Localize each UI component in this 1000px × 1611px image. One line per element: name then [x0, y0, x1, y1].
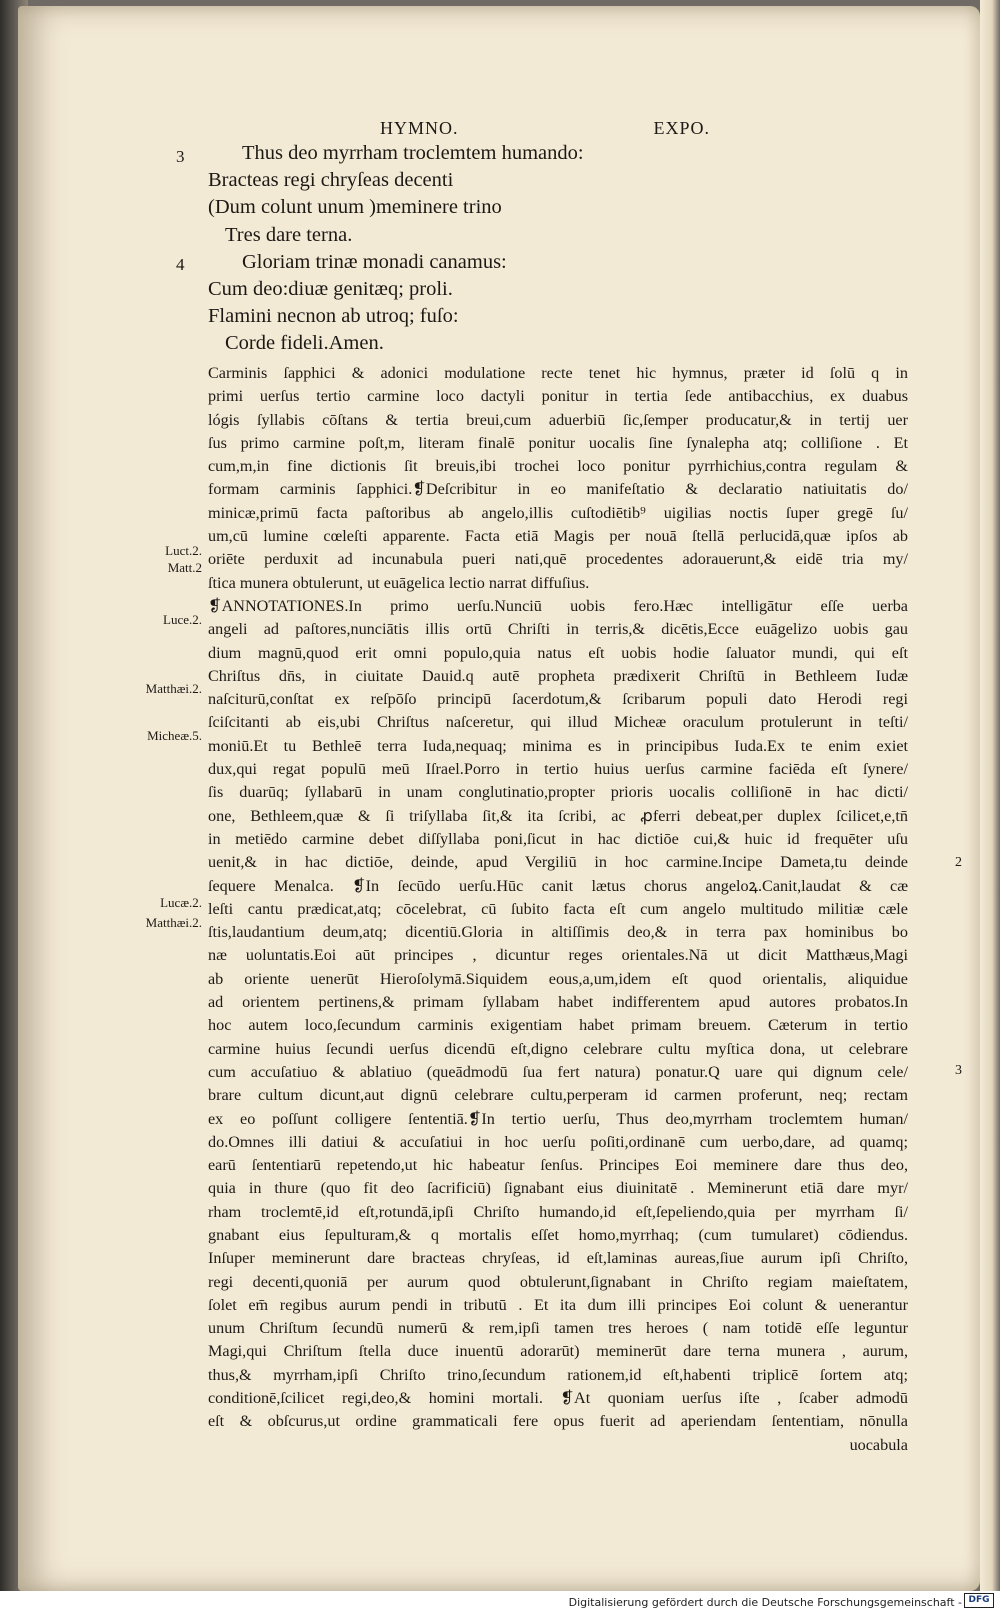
text-line: regi decenti,quoniā per aurum quod obtulerunt,ſignabant in Chriſto regiam maieſtatem,	[208, 1272, 908, 1291]
text-line: ❡ANNOTATIONES.In primo uerſu.Nunciū uobis fero.Hæc intelligātur eſſe uerba	[208, 596, 908, 615]
text-line: Inſuper meminerunt dare bracteas chryſeas, id eſt,laminas aureas,ſiue aurum ipſi Chriſto,	[208, 1249, 908, 1268]
text-line: ſolet em̄ regibus aurum pendi in tributū . Et ita dum illi principes Eoi colunt & uenerantur	[208, 1295, 908, 1314]
text-line: cum accuſatiuo & ablatiuo (queādmodū ſua fert natura) ponatur.Q uare qui dignum cele/	[208, 1062, 908, 1081]
stanza-number: 4	[176, 255, 185, 274]
text-line: Carminis ſapphici & adonici modulatione recte tenet hic hymnus, præter id ſolū q in	[208, 364, 908, 382]
footer-credit: Digitalisierung gefördert durch die Deutsche Forschungsgemeinschaft -	[568, 1596, 962, 1609]
running-head-left: HYMNO.	[380, 118, 459, 138]
margin-mark: 3	[955, 1063, 962, 1078]
text-line: ſtis,laudantium deum,atq; dicentiū.Gloria in altiſſimis deo,& in terra pax hominibus bo	[208, 923, 908, 942]
text-line: ad orientem pertinens,& primam ſyllabam habet indifferentem apud autores probatos.In	[208, 993, 908, 1012]
margin-reference: Matthæi.2.	[145, 681, 202, 696]
text-line: ſis duarūq; ſyllabarū in unam conglutinatio,propter prioris uocalis colliſionē in hac dicti/	[208, 783, 908, 802]
running-head-right: EXPO.	[653, 118, 710, 138]
catchword: uocabula	[849, 1435, 908, 1454]
dfg-logo-icon: DFG	[964, 1593, 994, 1608]
text-line: rham troclemtē,id eſt,rotundā,ipſi Chriſto humando,id eſt,ſepeliendo,quia per myrrham ſi/	[208, 1202, 908, 1221]
text-line: dux,qui regat populū meū Iſrael.Porro in tertio huius uerſus carmine faciēda eſt ſynere/	[208, 760, 908, 779]
margin-reference: Luce.2.	[163, 612, 202, 627]
text-line: moniū.Et tu Bethleē terra Iuda,nequaq; minima es in principibus Iuda.Ex te enim exiet	[208, 736, 908, 755]
text-line: earū ſententiarū repetendo,ut hic habeatur ſenſus. Principes Eoi meminere dare thus deo,	[208, 1156, 908, 1175]
text-line: conditionē,ſcilicet regi,deo,& homini mortali. ❡At quoniam uerſus iſte , ſcaber admodū	[208, 1389, 908, 1408]
text-line: formam carminis ſapphici.❡Deſcribitur in eo manifeſtatio & declaratio natiuitatis do/	[208, 480, 908, 499]
margin-mark: 2	[955, 855, 962, 870]
text-line: Chriſtus dn̄s, in ciuitate Dauid.q autē propheta prædixerit Chriſtū in Bethleem Iudæ	[208, 666, 908, 685]
running-head	[380, 118, 710, 139]
text-line: primi uerſus tertio carmine loco dactyli ponitur in tertia ſede antibacchius, ex duabus	[208, 387, 908, 406]
text-line: thus,& myrrham,ipſi Chriſto trino,ſecundum rationem,id eſt,habenti triplicē ſortem atq;	[208, 1365, 908, 1384]
text-line: ſciſcitanti ab eis,ubi Chriſtus naſceretur, qui illud Micheæ oraculum protulerunt in teſti/	[208, 713, 908, 732]
text-line: unum Chriſtum ſecundū numerū & rem,ipſi tamen tres heroes ( nam totidē eſſe leguntur	[208, 1319, 908, 1338]
verse-line: Thus deo myrrham troclemtem humando:	[242, 142, 584, 164]
text-line: brare cultum dicunt,aut dignū celebrare cultu,perperam id carmen proferunt, neq; rectam	[208, 1086, 908, 1105]
verse-line: Bracteas regi chryſeas decenti	[208, 169, 454, 192]
text-line: dium magnū,quod erit omni populo,quia natus eſt uobis hodie ſaluator mundi, qui eſt	[208, 643, 908, 662]
text-line: leſti cantu prædicat,atq; cōcelebrat, cū ſubito facta eſt cum angelo multitudo militiæ cæle	[208, 899, 908, 918]
text-line: Magi,qui Chriſtum ſtella duce inuentū adorarūt) meminerūt dare terna munera , aurum,	[208, 1342, 908, 1361]
commentary-text	[208, 362, 908, 1457]
margin-reference: Matthæi.2.	[145, 915, 202, 930]
text-line: ab oriente uenerūt Hieroſolymā.Siquidem eous,a,um,idem eſt quod orientalis, aliquidue	[208, 969, 908, 988]
text-line: hoc autem loco,ſecundum carminis exigentiam habet primam breuem. Cæterum in tertio	[208, 1016, 908, 1035]
text-line: um,cū lumine cœleſti apparente. Facta etiā Magis per nouā ſtellā perlucidā,quæ ipſos ab	[208, 527, 908, 546]
verse-line: Flamini necnon ab utroq; fuſo:	[208, 305, 459, 328]
text-line: eſt & obſcurus,ut ordine grammaticali fere opus fuerit ad aperiendam ſententiam, nōnulla	[208, 1412, 908, 1431]
text-line: ſus primo carmine poſt,m, literam finalē ponitur uocalis ſine ſynalepha atq; colliſione . Et	[208, 433, 908, 452]
text-line: gnabant eius ſepulturam,& q mortalis eſſet homo,myrrhaq; (cum tumularet) cōdiendus.	[208, 1225, 908, 1244]
text-line: ex eo poſſunt colligere ſententiā.❡In tertio uerſu, Thus deo,myrrham troclemtem human/	[208, 1109, 908, 1128]
text-line: cum,m,in fine dictionis ſit breuis,ibi trochei loco ponitur pyrrhichius,contra regulam &	[208, 457, 908, 476]
text-line: ſequere Menalca. ❡In ſecūdo uerſu.Hūc canit lætus chorus angeloꝝ.Canit,laudat & cæ	[208, 876, 908, 895]
text-line: carmine huius ſecundi uerſus dicendū eſt,digno celebrare cultu myſtica dona, ut celebrare	[208, 1039, 908, 1058]
text-line: minicæ,primū facta paſtoribus ab angelo,illis cuſtodiētib⁹ uigilias noctis ſuper gregē ſu/	[208, 503, 908, 522]
text-line: lógis ſyllabis cōſtans & tertia breui,cum aduerbiū ſic,ſemper producatur,& in tertij uer	[208, 410, 908, 429]
verse-line: Cum deo:diuæ genitæq; proli.	[208, 277, 453, 300]
page-edge	[980, 0, 1000, 1611]
margin-reference: Micheæ.5.	[147, 728, 202, 743]
margin-reference: Matt.2	[167, 560, 202, 575]
text-line: in metiēdo carmine debet diſſyllaba poni,ſicut in hac dictiōe cui,& huic id frequēter uſu	[208, 829, 908, 848]
margin-reference: Luct.2.	[165, 543, 202, 558]
digitization-footer	[0, 1591, 1000, 1611]
verse-line: Gloriam trinæ monadi canamus:	[242, 250, 507, 273]
text-line: ſtica munera obtulerunt, ut euāgelica lectio narrat diffuſius.	[208, 573, 590, 592]
text-line: angeli ad paſtores,nunciātis illis ortū Chriſti in terris,& dicētis,Ecce euāgelizo uobis gau	[208, 620, 908, 639]
margin-reference: Lucæ.2.	[160, 895, 202, 910]
text-line: oriēte perduxit ad incunabula pueri nati,quē procedentes adorauerunt,& eidē tria my/	[208, 550, 908, 569]
text-line: quia in thure (quo fit deo ſacrificiū) ſignabant eius diuinitatē . Meminerunt etiā dare myr/	[208, 1179, 908, 1198]
text-line: uenit,& in hac dictiōe, deinde, apud Vergiliū in hoc carmine.Incipe Dameta,tu deinde	[208, 853, 908, 872]
text-line: næ uoluntatis.Eoi aūt principes , dicuntur reges orientales.Nā ut dicit Matthæus,Magi	[208, 946, 908, 965]
text-line: one, Bethleem,quæ & ſi triſyllaba ſit,& ita ſcribi, ac ꝓferri debeat,per duplex ſcilicet,e,tn̄	[208, 806, 908, 825]
verse-line: Corde fideli.Amen.	[225, 332, 384, 355]
hymn-verse	[200, 140, 720, 358]
text-line: naſciturū,conſtat ex reſpōſo principū ſacerdotum,& ſcribarum populi dato Herodi regi	[208, 690, 908, 709]
verse-line: Tres dare terna.	[225, 223, 353, 246]
text-line: do.Omnes illi datiui & accuſatiui in hoc uerſu poſiti,ordinanē cum uerbo,dare, ad quamq;	[208, 1132, 908, 1151]
verse-line: (Dum colunt unum )meminere trino	[208, 196, 502, 219]
stanza-number: 3	[176, 147, 185, 166]
